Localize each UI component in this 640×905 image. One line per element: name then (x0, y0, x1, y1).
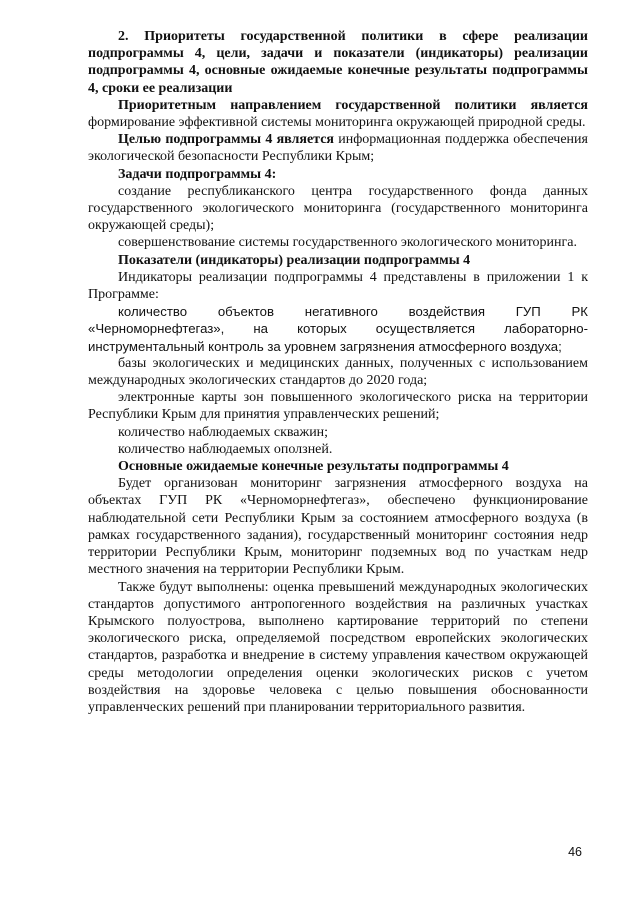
results-heading: Основные ожидаемые конечные результаты подпрограммы 4 (118, 459, 509, 475)
tasks-heading: Задачи подпрограммы 4: (118, 166, 277, 182)
indicator-item: количество объектов негативного воздействия ГУП РК «Черноморнефтегаз», на которых осуществляется лабораторно-инструментальный контроль за уровнем загрязнения атмосферного воздуха; (88, 304, 588, 354)
results-paragraph: Также будут выполнены: оценка превышений международных экологических стандартов допустимого антропогенного воздействия на различных участках Крымского полуострова, выполнено картирование территорий по степени экологического риска, определяемой посредством европейских экологических стандартов, разработка и внедрение в систему управления качеством окружающей среды методологии определения оценки экологических рисков с учетом воздействия на здоровье человека с целью повышения обоснованности управленческих решений при планировании территориального развития. (88, 579, 588, 715)
indicators-intro: Индикаторы реализации подпрограммы 4 представлены в приложении 1 к Программе: (88, 269, 588, 303)
priority-paragraph (88, 97, 588, 131)
task-item: создание республиканского центра государственного фонда данных государственного экологического мониторинга (государственного мониторинга окружающей среды); (88, 183, 588, 234)
goal-paragraph (88, 131, 588, 165)
indicator-item: количество наблюдаемых оползней. (118, 441, 333, 457)
section-title: 2. Приоритеты государственной политики в сфере реализации подпрограммы 4, цели, задачи и показатели (индикаторы) реализации подпрограммы 4, основные ожидаемые конечные результаты подпрограммы 4, сроки ее реализации (88, 29, 588, 96)
indicator-item: базы экологических и медицинских данных, полученных с использованием международных экологических стандартов до 2020 года; (88, 355, 588, 389)
priority-lead: Приоритетным направлением государственной политики является (118, 97, 588, 113)
task-item: совершенствование системы государственного экологического мониторинга. (118, 235, 577, 251)
goal-text: информационная поддержка обеспечения экологической безопасности Республики Крым; (88, 132, 588, 165)
goal-lead: Целью подпрограммы 4 является (118, 132, 334, 148)
indicators-heading: Показатели (индикаторы) реализации подпрограммы 4 (118, 252, 471, 268)
indicator-item: электронные карты зон повышенного экологического риска на территории Республики Крым для принятия управленческих решений; (88, 390, 588, 423)
indicator-item: количество наблюдаемых скважин; (118, 424, 329, 440)
priority-text: формирование эффективной системы мониторинга окружающей природной среды. (88, 115, 586, 131)
results-paragraph: Будет организован мониторинг загрязнения атмосферного воздуха на объектах ГУП РК «Черноморнефтегаз», обеспечено функционирование наблюдательной сети Республики Крым за состоянием атмосферного воздуха (в рамках государственного задания), государственный мониторинг состояния недр территории Республики Крым, мониторинг подземных вод по участкам недр местного значения на территории Республики Крым. (88, 476, 588, 578)
page-number: 46 (568, 845, 582, 859)
